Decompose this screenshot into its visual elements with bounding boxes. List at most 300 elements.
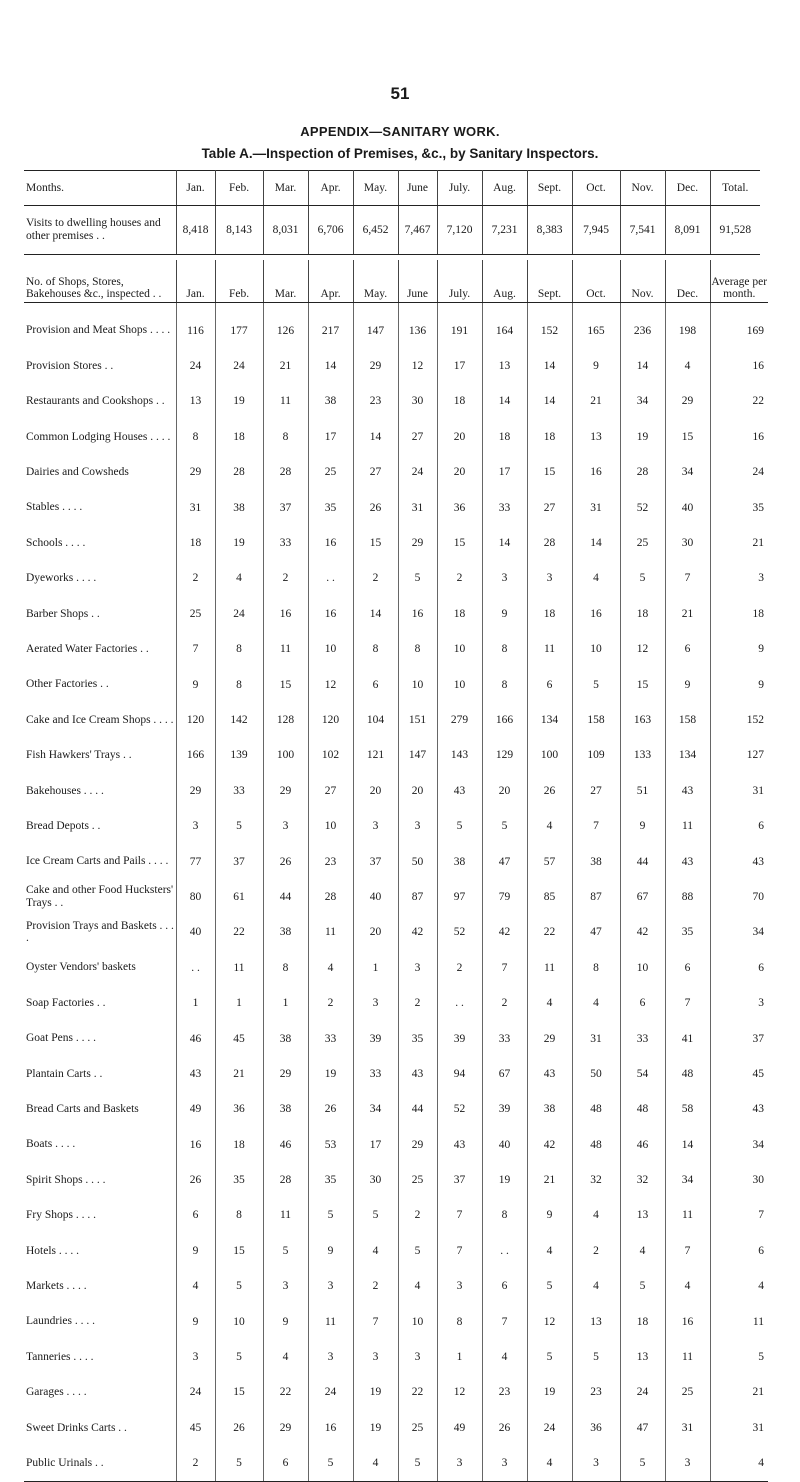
inspection-count-cell: 53	[308, 1127, 353, 1162]
inspection-count-cell: 46	[620, 1127, 665, 1162]
inspection-count-cell: 20	[482, 773, 527, 808]
inspection-count-cell: 40	[353, 879, 398, 914]
inspection-count-cell: 24	[398, 455, 437, 490]
visits-value-cell: 7,541	[620, 206, 665, 255]
inspection-count-cell: 166	[176, 738, 215, 773]
inspection-count-cell: 7	[482, 950, 527, 985]
spacer-cell	[437, 303, 482, 314]
inspection-count-cell: 11	[665, 1339, 710, 1374]
inspection-count-cell: 1	[176, 985, 215, 1020]
visits-value-cell: 7,467	[398, 206, 437, 255]
inspection-count-cell: 24	[176, 1375, 215, 1410]
inspection-count-cell: 43	[665, 844, 710, 879]
table-row	[24, 525, 768, 560]
average-cell: 37	[752, 1032, 764, 1045]
inspection-count-cell: 43	[437, 1127, 482, 1162]
inspection-count-cell: 37	[353, 844, 398, 879]
inspection-count-cell: 5	[527, 1339, 572, 1374]
inspection-count-cell: 17	[437, 348, 482, 383]
average-cell: 18	[752, 607, 764, 620]
premises-type-label: Fish Hawkers' Trays . .	[24, 738, 176, 773]
inspection-count-cell: 48	[620, 1092, 665, 1127]
inspection-count-cell: 14	[353, 419, 398, 454]
inspection-count-cell: 13	[572, 419, 620, 454]
inspection-count-cell: 4	[398, 1269, 437, 1304]
inspection-count-cell: . .	[308, 561, 353, 596]
inspection-count-cell: 77	[176, 844, 215, 879]
premises-type-label: Common Lodging Houses . . . .	[24, 419, 176, 454]
inspection-count-cell: 126	[263, 313, 308, 348]
inspection-count-cell: 5	[398, 1233, 437, 1268]
premises-type-label: Fry Shops . . . .	[24, 1198, 176, 1233]
inspection-count-cell: 22	[215, 915, 263, 950]
inspection-count-cell: 120	[308, 702, 353, 737]
spacer-cell	[398, 303, 437, 314]
average-cell: 30	[752, 1174, 764, 1187]
inspection-count-cell: 17	[308, 419, 353, 454]
inspection-count-cell: 5	[398, 1446, 437, 1482]
visits-value-cell: 7,120	[437, 206, 482, 255]
inspection-count-cell: 15	[215, 1375, 263, 1410]
inspection-count-cell: 10	[398, 667, 437, 702]
average-cell: 6	[758, 1244, 764, 1257]
inspection-count-cell: 15	[527, 455, 572, 490]
spacer-cell	[308, 303, 353, 314]
inspection-count-cell: 8	[482, 632, 527, 667]
inspection-count-cell: 6	[353, 667, 398, 702]
inspection-count-cell: 87	[398, 879, 437, 914]
month-header: Feb.	[215, 171, 263, 206]
month-header: Total.	[710, 171, 760, 206]
table-row	[24, 879, 768, 914]
inspection-count-cell: 21	[527, 1162, 572, 1197]
table-row	[24, 1446, 768, 1482]
inspection-count-cell: 43	[665, 773, 710, 808]
table-row	[24, 844, 768, 879]
month-header: Feb.	[215, 260, 263, 303]
table-row	[24, 985, 768, 1020]
visits-value-cell: 8,418	[176, 206, 215, 255]
premises-type-label: Dairies and Cowsheds	[24, 455, 176, 490]
inspection-count-cell: 4	[482, 1339, 527, 1374]
premises-inspection-table	[24, 260, 768, 1482]
inspection-count-cell: 12	[620, 632, 665, 667]
table-row	[24, 915, 768, 950]
inspection-count-cell: 100	[263, 738, 308, 773]
inspection-count-cell: 8	[353, 632, 398, 667]
inspection-count-cell: 4	[308, 950, 353, 985]
visits-value-cell: 8,383	[527, 206, 572, 255]
inspection-count-cell: 29	[263, 1410, 308, 1445]
inspection-count-cell: 134	[665, 738, 710, 773]
inspection-count-cell: 27	[398, 419, 437, 454]
inspection-count-cell: 16	[665, 1304, 710, 1339]
inspection-count-cell: 21	[665, 596, 710, 631]
inspection-count-cell: 11	[308, 1304, 353, 1339]
inspection-count-cell: 34	[353, 1092, 398, 1127]
table-row	[24, 561, 768, 596]
inspection-count-cell: 14	[620, 348, 665, 383]
inspection-count-cell: 5	[620, 1446, 665, 1482]
inspection-count-cell: 16	[176, 1127, 215, 1162]
inspection-count-cell: 11	[527, 950, 572, 985]
inspection-count-cell: 24	[308, 1375, 353, 1410]
inspection-count-cell: 23	[482, 1375, 527, 1410]
inspection-count-cell: 20	[398, 773, 437, 808]
inspection-count-cell: 134	[527, 702, 572, 737]
table-row	[24, 702, 768, 737]
premises-type-label: Garages . . . .	[24, 1375, 176, 1410]
inspection-count-cell: 18	[527, 596, 572, 631]
premises-type-label: Oyster Vendors' baskets	[24, 950, 176, 985]
inspection-count-cell: 11	[665, 808, 710, 843]
inspection-count-cell: 45	[215, 1021, 263, 1056]
inspection-count-cell: 18	[437, 596, 482, 631]
inspection-count-cell: 13	[572, 1304, 620, 1339]
shops-header-row	[24, 260, 768, 303]
inspection-count-cell: 5	[620, 561, 665, 596]
inspection-count-cell: 5	[308, 1198, 353, 1233]
inspection-count-cell: 4	[176, 1269, 215, 1304]
inspection-count-cell: 38	[263, 915, 308, 950]
inspection-count-cell: 30	[665, 525, 710, 560]
inspection-count-cell: 14	[482, 384, 527, 419]
page-number: 51	[390, 84, 410, 103]
inspection-count-cell: . .	[437, 985, 482, 1020]
month-header: Jan.	[176, 171, 215, 206]
inspection-count-cell: 26	[263, 844, 308, 879]
visits-value-cell: 8,143	[215, 206, 263, 255]
inspection-count-cell: 279	[437, 702, 482, 737]
inspection-count-cell: 26	[527, 773, 572, 808]
inspection-count-cell: 25	[620, 525, 665, 560]
inspection-count-cell: 2	[482, 985, 527, 1020]
inspection-count-cell: 8	[437, 1304, 482, 1339]
inspection-count-cell: 29	[263, 773, 308, 808]
month-header: May.	[353, 171, 398, 206]
inspection-count-cell: 8	[482, 667, 527, 702]
inspection-count-cell: 46	[263, 1127, 308, 1162]
inspection-count-cell: 3	[398, 808, 437, 843]
average-cell: 6	[758, 961, 764, 974]
inspection-count-cell: 27	[572, 773, 620, 808]
inspection-count-cell: 8	[572, 950, 620, 985]
inspection-count-cell: 18	[437, 384, 482, 419]
inspection-count-cell: 2	[176, 561, 215, 596]
inspection-count-cell: 151	[398, 702, 437, 737]
inspection-count-cell: 147	[353, 313, 398, 348]
inspection-count-cell: 158	[665, 702, 710, 737]
average-cell: 43	[752, 1103, 764, 1116]
inspection-count-cell: 37	[215, 844, 263, 879]
inspection-count-cell: 8	[215, 1198, 263, 1233]
premises-type-label: Sweet Drinks Carts . .	[24, 1410, 176, 1445]
inspection-count-cell: 42	[398, 915, 437, 950]
inspection-count-cell: 38	[437, 844, 482, 879]
inspection-count-cell: 43	[527, 1056, 572, 1091]
inspection-count-cell: 4	[527, 1446, 572, 1482]
table-row	[24, 667, 768, 702]
inspection-count-cell: 2	[353, 561, 398, 596]
inspection-count-cell: 19	[308, 1056, 353, 1091]
inspection-count-cell: 10	[308, 632, 353, 667]
premises-type-label: Aerated Water Factories . .	[24, 632, 176, 667]
premises-type-label: Markets . . . .	[24, 1269, 176, 1304]
inspection-count-cell: 32	[620, 1162, 665, 1197]
table-row	[24, 384, 768, 419]
inspection-count-cell: 26	[482, 1410, 527, 1445]
premises-type-label: Boats . . . .	[24, 1127, 176, 1162]
inspection-count-cell: 40	[665, 490, 710, 525]
table-row	[24, 1339, 768, 1374]
inspection-count-cell: 11	[263, 632, 308, 667]
inspection-count-cell: 109	[572, 738, 620, 773]
inspection-count-cell: 37	[437, 1162, 482, 1197]
month-header: Mar.	[263, 171, 308, 206]
inspection-count-cell: 2	[308, 985, 353, 1020]
inspection-count-cell: 25	[398, 1162, 437, 1197]
inspection-count-cell: 11	[215, 950, 263, 985]
inspection-count-cell: 165	[572, 313, 620, 348]
spacer-cell	[620, 303, 665, 314]
inspection-count-cell: 31	[398, 490, 437, 525]
visits-value-cell: 7,231	[482, 206, 527, 255]
inspection-count-cell: 31	[665, 1410, 710, 1445]
inspection-count-cell: 6	[482, 1269, 527, 1304]
inspection-count-cell: 29	[527, 1021, 572, 1056]
average-cell: 6	[758, 820, 764, 833]
inspection-count-cell: 5	[215, 1269, 263, 1304]
average-cell: 24	[752, 466, 764, 479]
inspection-count-cell: 102	[308, 738, 353, 773]
inspection-count-cell: 158	[572, 702, 620, 737]
inspection-count-cell: 13	[620, 1339, 665, 1374]
average-cell: 22	[752, 395, 764, 408]
average-cell: 31	[752, 1421, 764, 1434]
month-header: July.	[437, 171, 482, 206]
inspection-count-cell: 142	[215, 702, 263, 737]
inspection-count-cell: 7	[665, 1233, 710, 1268]
inspection-count-cell: 57	[527, 844, 572, 879]
inspection-count-cell: 20	[353, 915, 398, 950]
inspection-count-cell: 7	[572, 808, 620, 843]
month-header: Jan.	[176, 260, 215, 303]
inspection-count-cell: 12	[527, 1304, 572, 1339]
spacer-cell	[215, 303, 263, 314]
inspection-count-cell: 29	[176, 455, 215, 490]
inspection-count-cell: 3	[308, 1269, 353, 1304]
premises-type-label: Ice Cream Carts and Pails . . . .	[24, 844, 176, 879]
inspection-count-cell: 2	[437, 950, 482, 985]
inspection-count-cell: 35	[308, 490, 353, 525]
spacer-cell	[263, 303, 308, 314]
table-row	[24, 596, 768, 631]
inspection-count-cell: 8	[215, 632, 263, 667]
inspection-count-cell: 49	[437, 1410, 482, 1445]
inspection-count-cell: 3	[482, 1446, 527, 1482]
inspection-count-cell: 8	[215, 667, 263, 702]
inspection-count-cell: 28	[620, 455, 665, 490]
inspection-count-cell: 43	[176, 1056, 215, 1091]
inspection-count-cell: 3	[527, 561, 572, 596]
average-cell: 9	[758, 643, 764, 656]
inspection-count-cell: 9	[572, 348, 620, 383]
inspection-count-cell: 5	[308, 1446, 353, 1482]
inspection-count-cell: 11	[665, 1198, 710, 1233]
table-row	[24, 1056, 768, 1091]
inspection-count-cell: 47	[620, 1410, 665, 1445]
month-header: July.	[437, 260, 482, 303]
inspection-count-cell: 5	[572, 1339, 620, 1374]
inspection-count-cell: 52	[437, 1092, 482, 1127]
premises-type-label: Public Urinals . .	[24, 1446, 176, 1482]
inspection-count-cell: 46	[176, 1021, 215, 1056]
inspection-count-cell: 21	[215, 1056, 263, 1091]
table-row	[24, 1127, 768, 1162]
inspection-count-cell: . .	[482, 1233, 527, 1268]
inspection-count-cell: 100	[527, 738, 572, 773]
premises-label-header: No. of Shops, Stores, Bakehouses &c., inspected . .	[24, 260, 176, 303]
inspection-count-cell: 17	[482, 455, 527, 490]
premises-type-label: Provision Trays and Baskets . . . .	[24, 915, 176, 950]
premises-type-label: Bread Carts and Baskets	[24, 1092, 176, 1127]
average-cell: 4	[758, 1280, 764, 1293]
inspection-count-cell: 22	[263, 1375, 308, 1410]
inspection-count-cell: 23	[572, 1375, 620, 1410]
inspection-count-cell: 31	[176, 490, 215, 525]
inspection-count-cell: 34	[620, 384, 665, 419]
inspection-count-cell: 18	[215, 1127, 263, 1162]
average-cell: 70	[752, 890, 764, 903]
spacer-cell	[572, 303, 620, 314]
inspection-count-cell: 10	[620, 950, 665, 985]
inspection-count-cell: 15	[665, 419, 710, 454]
inspection-count-cell: 28	[263, 1162, 308, 1197]
inspection-count-cell: 2	[437, 561, 482, 596]
average-cell: 16	[752, 360, 764, 373]
inspection-count-cell: 22	[398, 1375, 437, 1410]
inspection-count-cell: 5	[572, 667, 620, 702]
inspection-count-cell: 3	[353, 985, 398, 1020]
table-row	[24, 1375, 768, 1410]
inspection-count-cell: 19	[620, 419, 665, 454]
inspection-count-cell: 10	[308, 808, 353, 843]
spacer-cell	[176, 303, 215, 314]
table-row	[24, 808, 768, 843]
inspection-count-cell: 39	[482, 1092, 527, 1127]
inspection-count-cell: 29	[398, 525, 437, 560]
inspection-count-cell: 39	[437, 1021, 482, 1056]
inspection-count-cell: 24	[620, 1375, 665, 1410]
average-cell: 43	[752, 855, 764, 868]
inspection-count-cell: 33	[308, 1021, 353, 1056]
average-cell: 11	[752, 1315, 764, 1328]
inspection-count-cell: 3	[572, 1446, 620, 1482]
inspection-count-cell: 24	[527, 1410, 572, 1445]
inspection-count-cell: 6	[620, 985, 665, 1020]
premises-type-label: Bread Depots . .	[24, 808, 176, 843]
table-row	[24, 1162, 768, 1197]
inspection-count-cell: 19	[215, 525, 263, 560]
table-row	[24, 950, 768, 985]
inspection-count-cell: 32	[572, 1162, 620, 1197]
inspection-count-cell: 48	[572, 1127, 620, 1162]
inspection-count-cell: 7	[437, 1198, 482, 1233]
inspection-count-cell: 25	[665, 1375, 710, 1410]
table-row	[24, 490, 768, 525]
premises-type-label: Goat Pens . . . .	[24, 1021, 176, 1056]
average-cell: 5	[758, 1351, 764, 1364]
average-cell: 169	[746, 324, 764, 337]
inspection-count-cell: 7	[665, 561, 710, 596]
inspection-count-cell: 50	[572, 1056, 620, 1091]
inspection-count-cell: 44	[620, 844, 665, 879]
inspection-count-cell: 14	[665, 1127, 710, 1162]
inspection-count-cell: 3	[353, 808, 398, 843]
inspection-count-cell: 38	[527, 1092, 572, 1127]
inspection-count-cell: 27	[308, 773, 353, 808]
inspection-count-cell: 16	[308, 525, 353, 560]
inspection-count-cell: 87	[572, 879, 620, 914]
inspection-count-cell: 27	[353, 455, 398, 490]
inspection-count-cell: 2	[398, 1198, 437, 1233]
inspection-count-cell: 15	[620, 667, 665, 702]
inspection-count-cell: 6	[527, 667, 572, 702]
inspection-count-cell: 4	[263, 1339, 308, 1374]
inspection-count-cell: 5	[263, 1233, 308, 1268]
inspection-count-cell: 15	[263, 667, 308, 702]
inspection-count-cell: 52	[437, 915, 482, 950]
visits-value-cell: 7,945	[572, 206, 620, 255]
inspection-count-cell: 120	[176, 702, 215, 737]
premises-type-label: Provision and Meat Shops . . . .	[24, 313, 176, 348]
inspection-count-cell: 4	[665, 1269, 710, 1304]
inspection-count-cell: 28	[527, 525, 572, 560]
inspection-count-cell: 9	[176, 667, 215, 702]
inspection-count-cell: 14	[572, 525, 620, 560]
inspection-count-cell: 29	[353, 348, 398, 383]
inspection-count-cell: 14	[353, 596, 398, 631]
inspection-count-cell: 17	[353, 1127, 398, 1162]
premises-type-label: Laundries . . . .	[24, 1304, 176, 1339]
inspection-count-cell: 88	[665, 879, 710, 914]
inspection-count-cell: 23	[353, 384, 398, 419]
inspection-count-cell: 40	[482, 1127, 527, 1162]
inspection-count-cell: 2	[398, 985, 437, 1020]
average-header: Average per month.	[710, 260, 768, 303]
table-row	[24, 738, 768, 773]
visits-value-cell: 8,031	[263, 206, 308, 255]
inspection-count-cell: 8	[263, 419, 308, 454]
inspection-count-cell: 7	[437, 1233, 482, 1268]
month-header: Nov.	[620, 171, 665, 206]
inspection-count-cell: 4	[527, 1233, 572, 1268]
inspection-count-cell: 6	[665, 950, 710, 985]
inspection-count-cell: 33	[353, 1056, 398, 1091]
inspection-count-cell: 19	[482, 1162, 527, 1197]
table-row	[24, 1092, 768, 1127]
inspection-count-cell: 11	[263, 1198, 308, 1233]
inspection-count-cell: 25	[308, 455, 353, 490]
inspection-count-cell: 198	[665, 313, 710, 348]
inspection-count-cell: 33	[482, 490, 527, 525]
inspection-count-cell: 18	[176, 525, 215, 560]
spacer-cell	[353, 303, 398, 314]
inspection-count-cell: 4	[665, 348, 710, 383]
average-cell: 34	[752, 926, 764, 939]
inspection-count-cell: 22	[527, 915, 572, 950]
month-header: Aug.	[482, 260, 527, 303]
